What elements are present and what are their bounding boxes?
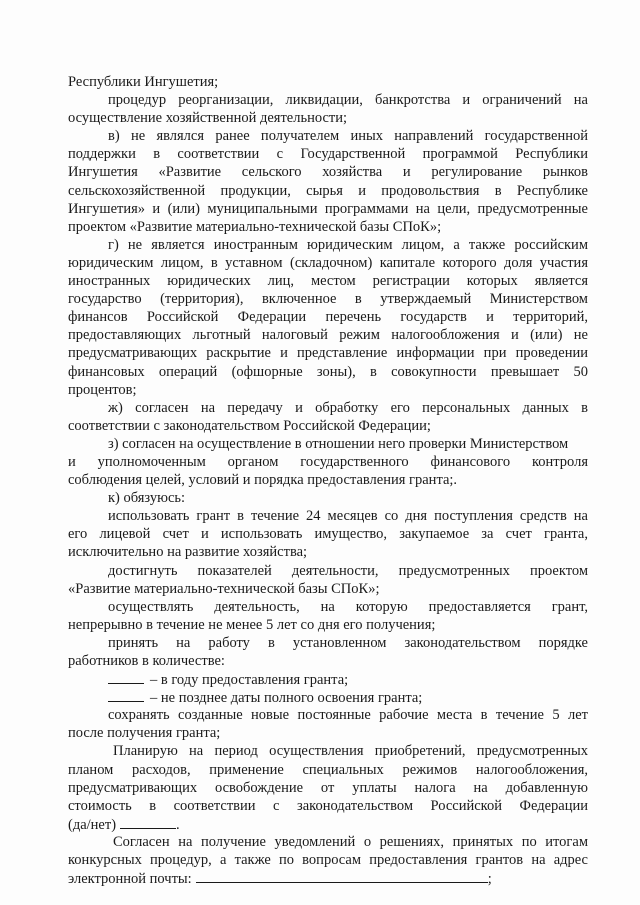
text-line (68, 399, 588, 417)
text-line (68, 833, 588, 851)
text-line (68, 290, 588, 308)
line-text: соблюдения целей, условий и порядка предоставления гранта;. (68, 472, 458, 489)
text-line (68, 182, 588, 200)
line-text: Ингушетия» и (или) муниципальными программами на цели, предусмотренные (68, 200, 588, 217)
line-text: непрерывно в течение не менее 5 лет со дня его получения; (68, 616, 436, 633)
text-line (68, 562, 588, 580)
line-text: – в году предоставления гранта; (150, 672, 349, 689)
line-text: планом расходов, применение специальных режимов налогообложения, (68, 761, 588, 778)
line-text: з) согласен на осуществление в отношении него проверки Министерством (108, 435, 569, 452)
text-line (68, 616, 588, 634)
line-text: достигнуть показателей деятельности, предусмотренных проектом (108, 562, 588, 579)
text-line (68, 634, 588, 652)
text-line (68, 706, 588, 724)
document-body (68, 73, 588, 887)
text-line (68, 163, 588, 181)
line-text: исключительно на развитие хозяйства; (68, 544, 308, 561)
text-line (68, 218, 588, 236)
line-end: . (176, 816, 180, 833)
text-line (68, 127, 588, 145)
line-text: к) обязуюсь: (108, 490, 186, 507)
line-text: г) не является иностранным юридическим лицом, а также российским (108, 236, 588, 253)
line-text: – не позднее даты полного освоения гранта; (150, 690, 423, 707)
line-text: Республики Ингушетия; (68, 74, 219, 90)
line-text: и уполномоченным органом государственного финансового контроля (68, 453, 588, 470)
text-line (68, 507, 588, 525)
text-line (68, 815, 588, 833)
line-text: поддержки в соответствии с Государственной программой Республики (68, 146, 588, 163)
line-text: Ингушетия «Развитие сельского хозяйства и регулирование рынков (68, 164, 588, 181)
fill-in-blank[interactable] (196, 869, 488, 883)
line-text: работников в количестве: (68, 653, 225, 669)
fill-in-blank[interactable] (108, 688, 144, 702)
text-line (68, 73, 588, 91)
text-line (68, 435, 588, 453)
line-text: принять на работу в установленном законодательством порядке (108, 634, 588, 651)
line-text: предоставляющих льготный налоговый режим налогообложения и (или) не (68, 327, 588, 344)
text-line (68, 326, 588, 344)
line-text: сохранять созданные новые постоянные рабочие места в течение 5 лет (108, 707, 588, 724)
text-line (68, 308, 588, 326)
text-line (68, 254, 588, 272)
line-text: Планирую на период осуществления приобретений, предусмотренных (113, 743, 588, 760)
text-line (68, 724, 588, 742)
line-text: после получения гранта; (68, 725, 221, 742)
text-line (68, 761, 588, 779)
text-line (68, 453, 588, 471)
text-line (68, 598, 588, 616)
line-text: иностранных юридических лиц, местом регистрации которых является (68, 273, 588, 290)
fill-in-blank[interactable] (108, 670, 144, 684)
line-text: государство (территория), включенное в утверждаемый Министерством (68, 291, 588, 308)
text-line (68, 344, 588, 362)
text-line (68, 381, 588, 399)
line-text: Согласен на получение уведомлений о решениях, принятых по итогам (113, 833, 588, 850)
text-line (68, 779, 588, 797)
text-line (68, 688, 588, 706)
text-line (68, 543, 588, 561)
line-text: проектом «Развитие материально-технической базы СПоК»; (68, 218, 442, 235)
text-line (68, 525, 588, 543)
text-line (68, 670, 588, 688)
line-text: осуществление хозяйственной деятельности; (68, 110, 348, 127)
text-line (68, 471, 588, 489)
text-line (68, 851, 588, 869)
line-text: (да/нет) (68, 816, 117, 833)
text-line (68, 580, 588, 598)
text-line (68, 200, 588, 218)
text-line (68, 417, 588, 435)
text-line (68, 91, 588, 109)
line-text: осуществлять деятельность, на которую предоставляется грант, (108, 598, 588, 615)
line-text: электронной почты: (68, 871, 192, 888)
text-line (68, 797, 588, 815)
line-text: процедур реорганизации, ликвидации, банкротства и ограничений на (108, 92, 588, 109)
line-text: юридическим лицом, в уставном (складочном) капитале которого доля участия (68, 254, 588, 271)
line-text: «Развитие материально-технической базы СПоК»; (68, 580, 380, 597)
text-line (68, 236, 588, 254)
text-line (68, 145, 588, 163)
text-line (68, 742, 588, 760)
line-text: ж) согласен на передачу и обработку его персональных данных в (108, 399, 588, 416)
line-text: финансовых операций (офшорные зоны), в совокупности превышает 50 (68, 363, 588, 380)
text-line (68, 363, 588, 381)
text-line (68, 489, 588, 507)
line-text: стоимость в соответствии с законодательством Российской Федерации (68, 797, 588, 814)
line-end: ; (487, 871, 492, 888)
line-text: соответствии с законодательством Российской Федерации; (68, 417, 431, 434)
line-text: предусматривающих раскрытие и представление информации при проведении (68, 345, 588, 362)
line-text: сельскохозяйственной продукции, сырья и продовольствия в Республике (68, 182, 588, 199)
line-text: конкурсных процедур, а также по вопросам предоставления грантов на адрес (68, 852, 588, 869)
line-text: его лицевой счет и использовать имущество, закупаемое за счет гранта, (68, 526, 588, 543)
line-text: использовать грант в течение 24 месяцев со дня поступления средств на (108, 508, 588, 525)
line-text: предусматривающих освобождение от уплаты налога на добавленную (68, 779, 588, 796)
line-text: финансов Российской Федерации перечень государств и территорий, (68, 309, 588, 326)
text-line (68, 109, 588, 127)
text-line (68, 272, 588, 290)
fill-in-blank[interactable] (120, 815, 176, 829)
text-line (68, 869, 588, 887)
text-line (68, 652, 588, 670)
line-text: процентов; (68, 381, 137, 398)
line-text: в) не являлся ранее получателем иных направлений государственной (108, 128, 588, 145)
